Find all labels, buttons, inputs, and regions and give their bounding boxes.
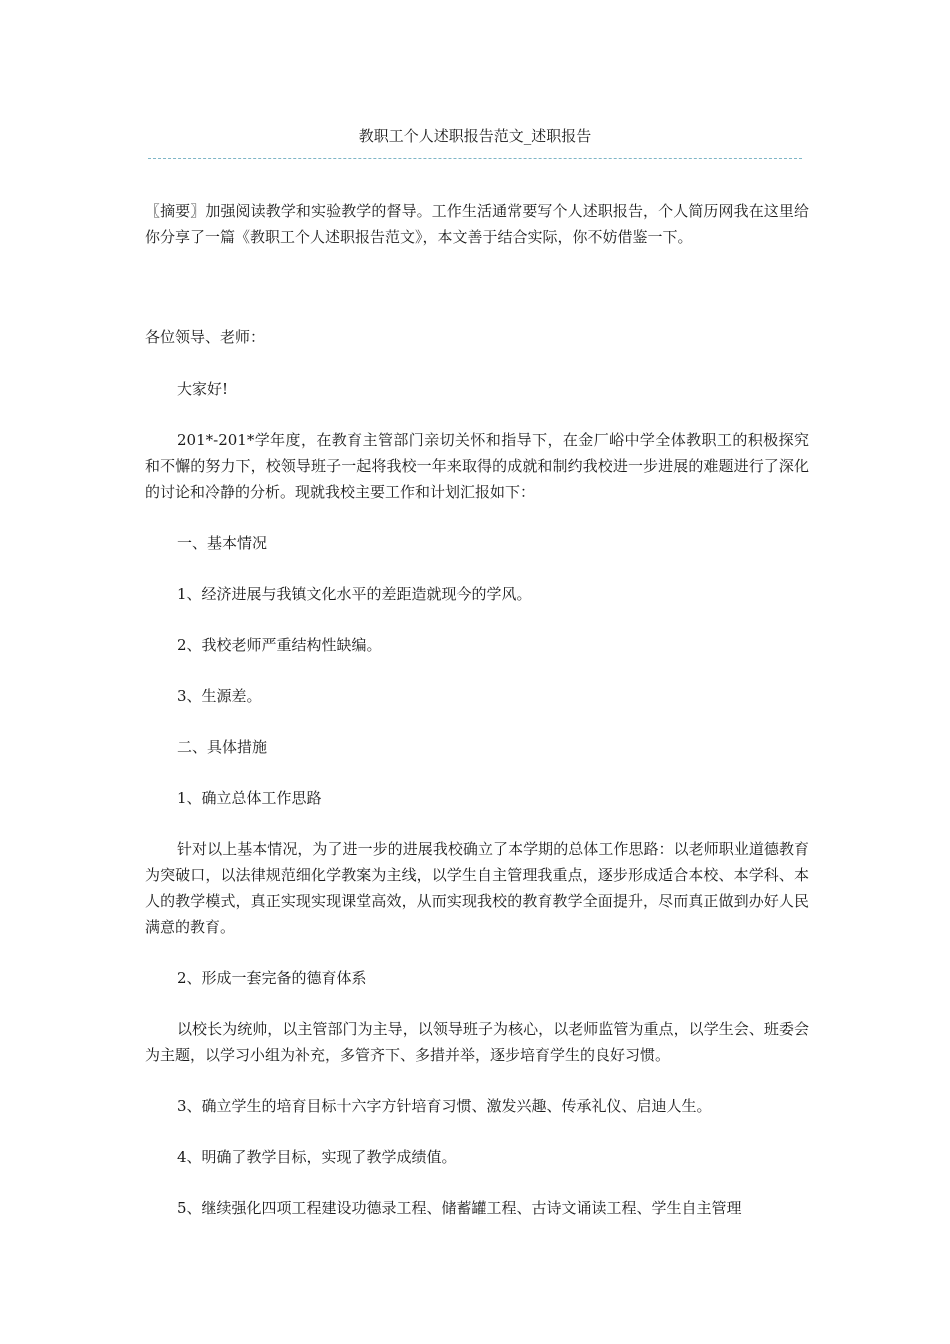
greeting: 大家好! (177, 380, 229, 398)
salutation: 各位领导、老师： (145, 328, 266, 346)
subsection-heading: 2、形成一套完备的德育体系 (177, 969, 367, 987)
list-item: 3、生源差。 (177, 687, 262, 705)
list-item: 2、我校老师严重结构性缺编。 (177, 636, 382, 654)
body-paragraph: 针对以上基本情况，为了进一步的进展我校确立了本学期的总体工作思路：以老师职业道德教育为突破口，以法律规范细化学教案为主线，以学生自主管理我重点，逐步形成适合本校、本学科、本人的教学模式，真正实现实现课堂高效，从而实现我校的教育教学全面提升，尽而真正做到办好人民满意的教育。 (145, 840, 809, 936)
list-item: 5、继续强化四项工程建设功德录工程、储蓄罐工程、古诗文诵读工程、学生自主管理 (177, 1199, 742, 1217)
list-item: 3、确立学生的培育目标十六字方针培育习惯、激发兴趣、传承礼仪、启迪人生。 (177, 1097, 712, 1115)
body-paragraph: 以校长为统帅，以主管部门为主导，以领导班子为核心，以老师监管为重点，以学生会、班委会为主题，以学习小组为补充，多管齐下、多措并举，逐步培育学生的良好习惯。 (145, 1020, 809, 1064)
abstract-paragraph: 〖摘要〗加强阅读教学和实验教学的督导。工作生活通常要写个人述职报告，个人简历网我在这里给你分享了一篇《教职工个人述职报告范文》，本文善于结合实际，你不妨借鉴一下。 (145, 202, 809, 246)
list-item: 4、明确了教学目标，实现了教学成绩值。 (177, 1148, 457, 1166)
list-item: 1、经济进展与我镇文化水平的差距造就现今的学风。 (177, 585, 532, 603)
section-heading: 一、基本情况 (177, 534, 268, 552)
subsection-heading: 1、确立总体工作思路 (177, 789, 322, 807)
document-title: 教职工个人述职报告范文_述职报告 (358, 127, 592, 145)
title-divider (148, 158, 802, 159)
document-body (145, 198, 809, 1221)
section-heading: 二、具体措施 (177, 738, 268, 756)
body-paragraph: 201*-201*学年度，在教育主管部门亲切关怀和指导下，在金厂峪中学全体教职工的积极探究和不懈的努力下，校领导班子一起将我校一年来取得的成就和制约我校进一步进展的难题进行了深化的讨论和冷静的分析。现就我校主要工作和计划汇报如下： (145, 431, 809, 501)
